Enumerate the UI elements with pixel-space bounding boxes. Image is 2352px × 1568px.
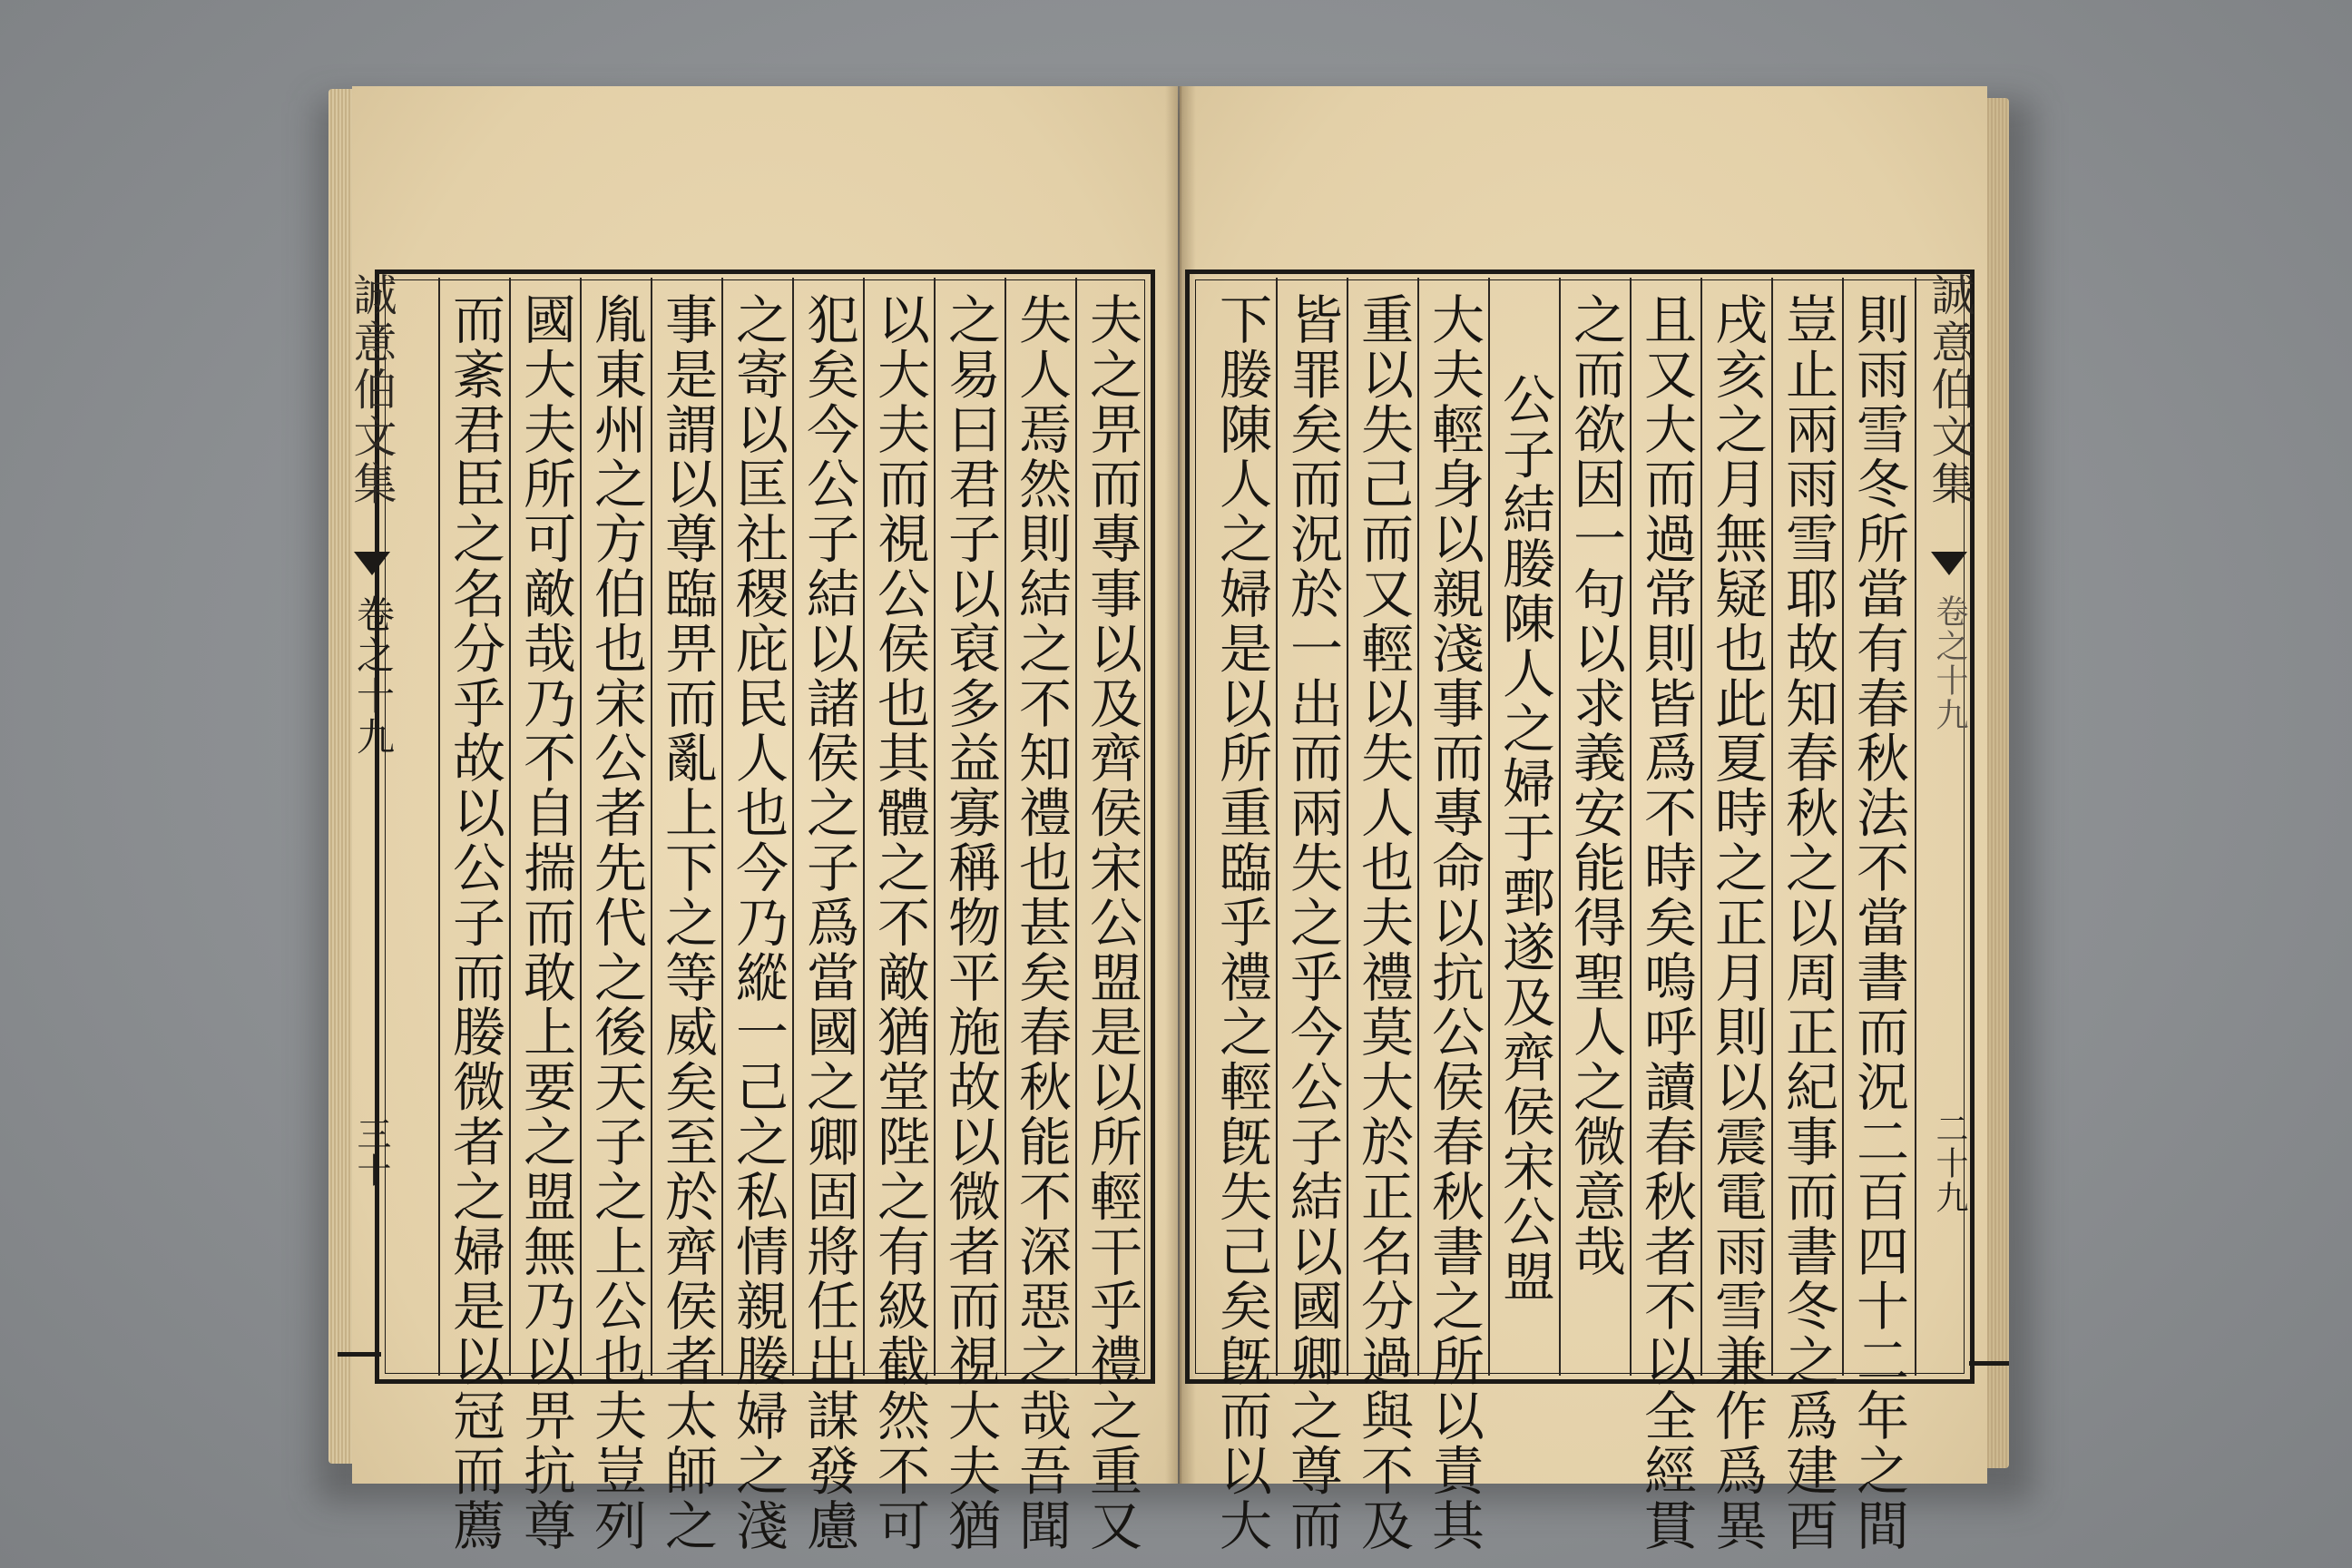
left-rule bbox=[509, 278, 511, 1376]
right-col-3: 戌亥之月無疑也此夏時之正月則以震電雨雪兼作爲異 bbox=[1706, 292, 1768, 1553]
right-bottom-rule bbox=[1969, 1361, 2009, 1366]
left-col-2: 失人焉然則結之不知禮也甚矣春秋能不深惡之哉吾聞 bbox=[1010, 292, 1072, 1553]
left-col-8: 胤東州之方伯也宋公者先代之後天子之上公也夫豈列 bbox=[585, 292, 647, 1553]
right-margin-page: 二十九 bbox=[1931, 1112, 1968, 1215]
right-col-1: 則雨雪冬所當有春秋法不當書而況二百四十二年之間 bbox=[1847, 292, 1909, 1553]
left-col-6: 之寄以匡社稷庇民人也今乃縱一己之私情親媵婦之淺 bbox=[727, 292, 789, 1553]
right-rule bbox=[1559, 278, 1561, 1376]
right-rule bbox=[1488, 278, 1490, 1376]
left-col-10: 而紊君臣之名分乎故以公子而媵微者之婦是以冠而薦 bbox=[444, 292, 505, 1553]
left-col-4: 以大夫而視公侯也其體之不敵猶堂陛之有級截然不可 bbox=[868, 292, 930, 1553]
left-rule bbox=[863, 278, 865, 1376]
left-fishtail bbox=[354, 552, 390, 575]
right-col-4: 且又大而過常則皆爲不時矣嗚呼讀春秋者不以全經貫 bbox=[1635, 292, 1697, 1553]
left-rule bbox=[1075, 278, 1077, 1376]
right-rule bbox=[1771, 278, 1773, 1376]
left-col-5: 犯矣今公子結以諸侯之子爲當國之卿固將任出謀發慮 bbox=[798, 292, 859, 1553]
right-col-6-heading: 公子結媵陳人之婦于鄄遂及齊侯宋公盟 bbox=[1494, 372, 1555, 1304]
left-rule bbox=[651, 278, 652, 1376]
left-rule bbox=[438, 278, 440, 1376]
right-rule bbox=[1417, 278, 1419, 1376]
right-rule bbox=[1276, 278, 1278, 1376]
left-margin-title: 誠意伯文集 bbox=[346, 272, 397, 508]
left-rule bbox=[792, 278, 794, 1376]
right-rule bbox=[1700, 278, 1702, 1376]
right-col-9: 皆罪矣而況於一出而兩失之乎今公子結以國卿之尊而 bbox=[1281, 292, 1343, 1553]
right-rule bbox=[1630, 278, 1632, 1376]
left-rule bbox=[580, 278, 582, 1376]
left-col-9: 國大夫所可敵哉乃不自揣而敢上要之盟無乃以畀抗尊 bbox=[514, 292, 576, 1553]
left-margin-volume: 卷之十九 bbox=[351, 594, 396, 758]
left-rule bbox=[721, 278, 723, 1376]
right-col-5: 之而欲因一句以求義安能得聖人之微意哉 bbox=[1564, 292, 1626, 1279]
left-col-1: 夫之畀而專事以及齊侯宋公盟是以所輕干乎禮之重又 bbox=[1081, 292, 1142, 1553]
right-col-7: 大夫輕身以親淺事而專命以抗公侯春秋書之所以責其 bbox=[1423, 292, 1485, 1553]
left-col-7: 事是謂以尊臨畀而亂上下之等威矣至於齊侯者太師之 bbox=[656, 292, 718, 1553]
right-margin-title: 誠意伯文集 bbox=[1924, 272, 1975, 508]
left-rule bbox=[934, 278, 936, 1376]
left-bottom-rule bbox=[338, 1352, 381, 1357]
left-col-3: 之易曰君子以裒多益寡稱物平施故以微者而視大夫猶 bbox=[939, 292, 1001, 1553]
right-rule bbox=[1347, 278, 1348, 1376]
right-fishtail bbox=[1931, 552, 1967, 575]
left-margin-page: 三十 bbox=[351, 1116, 391, 1189]
right-rule bbox=[1915, 278, 1916, 1376]
right-page-edges bbox=[1985, 98, 2009, 1468]
right-col-10: 下媵陳人之婦是以所重臨乎禮之輕旣失己矣旣而以大 bbox=[1210, 292, 1272, 1553]
right-margin-volume: 卷之十九 bbox=[1931, 594, 1968, 732]
right-col-8: 重以失己而又輕以失人也夫禮莫大於正名分過與不及 bbox=[1352, 292, 1414, 1553]
right-rule bbox=[1842, 278, 1844, 1376]
right-col-2: 豈止兩雨雪耶故知春秋之以周正紀事而書冬之爲建酉 bbox=[1777, 292, 1838, 1553]
left-rule bbox=[1004, 278, 1006, 1376]
